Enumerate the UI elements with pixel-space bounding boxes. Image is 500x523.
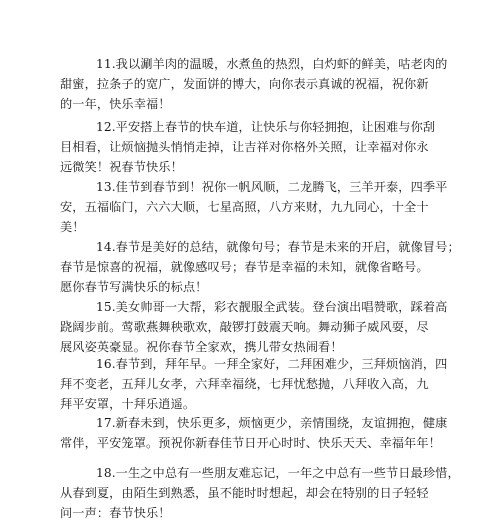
paragraph-line: 16.春节到，拜年早。一拜全家好，二拜困难少，三拜烦恼消，四 xyxy=(96,357,448,371)
paragraph-line: 的一年，快乐幸福！ xyxy=(60,97,171,111)
paragraph-18 xyxy=(60,463,460,523)
paragraph-line: 甜蜜，拉条子的宽广，发面饼的博大，向你表示真诚的祝福，祝你新 xyxy=(60,77,429,91)
paragraph-line: 12.平安搭上春节的快车道，让快乐与你轻拥抱，让困难与你刮 xyxy=(96,120,436,134)
paragraph-line: 目相看，让烦恼抛头悄悄走掉，让吉祥对你格外关照，让幸福对你永 xyxy=(60,140,429,154)
paragraph-line: 11.我以涮羊肉的温暖，水煮鱼的热烈，白灼虾的鲜美，咕老肉的 xyxy=(96,57,448,71)
paragraph-13 xyxy=(60,177,448,237)
paragraph-line: 远微笑！祝春节快乐！ xyxy=(60,160,183,174)
paragraph-line: 拜不变老，五拜儿女孝，六拜幸福绕，七拜忧愁抛，八拜收入高，九 xyxy=(60,377,429,391)
paragraph-line: 18.一生之中总有一些朋友难忘记，一年之中总有一些节日最珍惜， xyxy=(96,466,460,480)
paragraph-line: 展风姿英豪显。祝你春节全家欢，携儿带女热闹看！ xyxy=(60,340,343,354)
paragraph-line: 拜平安罩，十拜乐逍遥。 xyxy=(60,397,196,411)
paragraph-12 xyxy=(60,117,442,177)
paragraph-14 xyxy=(60,237,460,297)
paragraph-line: 问一声：春节快乐！ xyxy=(60,506,171,520)
paragraph-line: 14.春节是美好的总结，就像句号；春节是未来的开启，就像冒号； xyxy=(96,240,460,254)
paragraph-line: 安，五福临门，六六大顺，七星高照，八方来财，九九同心，十全十 xyxy=(60,200,429,214)
paragraph-line: 从春到夏，由陌生到熟悉，虽不能时时想起，却会在特别的日子轻轻 xyxy=(60,486,429,500)
paragraph-line: 跷阔步前。莺歌燕舞秧歌欢，敲锣打鼓震天响。舞动狮子威风耍，尽 xyxy=(60,320,429,334)
paragraph-line: 春节是惊喜的祝福，就像感叹号；春节是幸福的未知，就像省略号。 xyxy=(60,260,429,274)
paragraph-line: 15.美女帅哥一大帮，彩衣靓服全武装。登台演出唱赞歌，踩着高 xyxy=(96,300,448,314)
paragraph-line: 常伴，平安笼罩。预祝你新春佳节日开心时时、快乐天天、幸福年年！ xyxy=(60,436,441,450)
paragraph-line: 13.佳节到春节到！祝你一帆风顺，二龙腾飞，三羊开泰，四季平 xyxy=(96,180,448,194)
paragraph-11 xyxy=(60,54,448,114)
paragraph-17 xyxy=(60,413,448,453)
paragraph-16 xyxy=(60,354,448,414)
paragraph-line: 愿你春节写满快乐的标点！ xyxy=(60,280,208,294)
paragraph-line: 美！ xyxy=(60,220,85,234)
paragraph-15 xyxy=(60,297,448,357)
paragraph-line: 17.新春未到，快乐更多，烦恼更少，亲情围绕，友谊拥抱，健康 xyxy=(96,416,448,430)
